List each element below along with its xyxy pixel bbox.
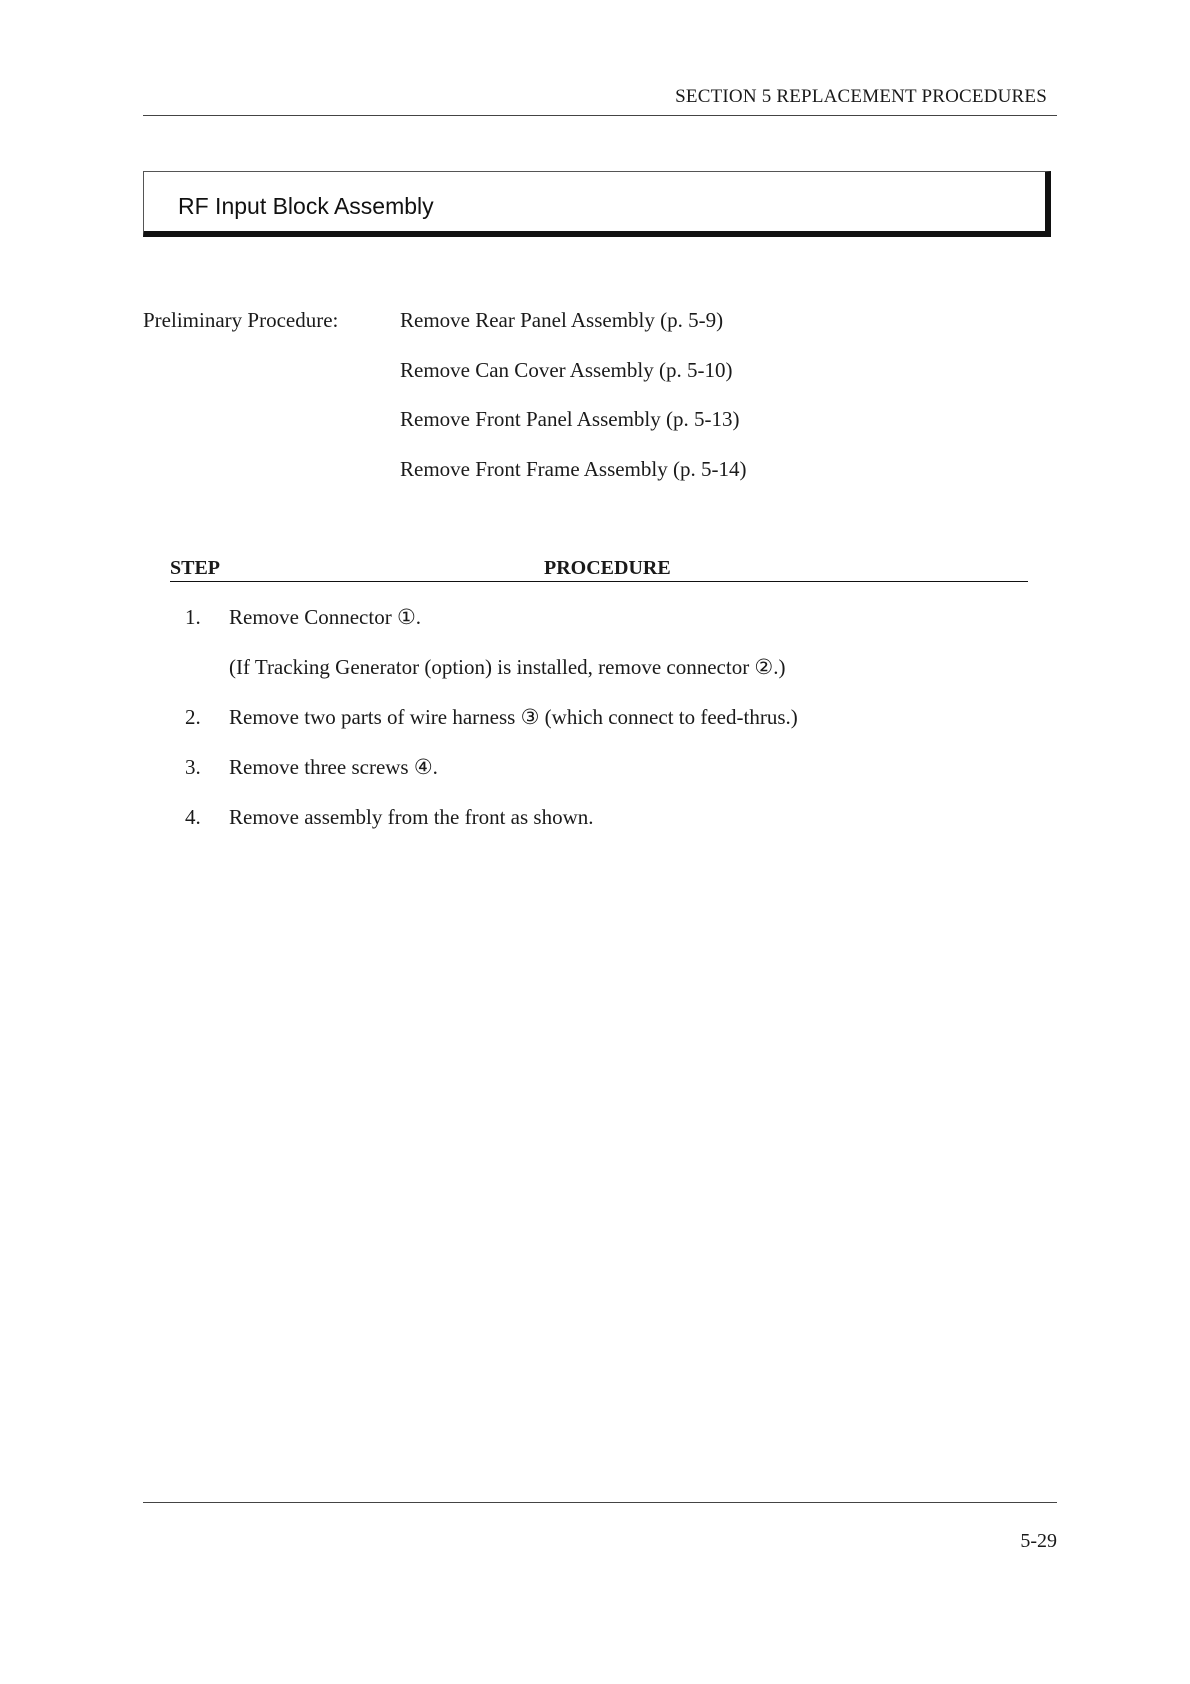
step-number: 4. — [185, 805, 201, 829]
footer-rule — [143, 1502, 1057, 1503]
title-box — [143, 171, 1051, 237]
section-header: SECTION 5 REPLACEMENT PROCEDURES — [675, 86, 1047, 107]
step-number: 1. — [185, 605, 201, 629]
preliminary-item: Remove Front Panel Assembly (p. 5-13) — [400, 407, 740, 431]
header-rule — [143, 115, 1057, 116]
preliminary-item: Remove Front Frame Assembly (p. 5-14) — [400, 457, 747, 481]
preliminary-item: Remove Can Cover Assembly (p. 5-10) — [400, 358, 733, 382]
step-number: 3. — [185, 755, 201, 779]
page-title: RF Input Block Assembly — [178, 193, 434, 219]
step-text: Remove three screws ④. — [229, 755, 438, 779]
preliminary-procedure-label: Preliminary Procedure: — [143, 308, 339, 332]
preliminary-item: Remove Rear Panel Assembly (p. 5-9) — [400, 308, 724, 332]
procedure-table-header — [170, 557, 1028, 582]
procedure-column-header: PROCEDURE — [544, 557, 671, 579]
step-note: (If Tracking Generator (option) is installed, remove connector ②.) — [229, 655, 786, 679]
step-number: 2. — [185, 705, 201, 729]
step-text: Remove Connector ①. — [229, 605, 422, 629]
step-column-header: STEP — [170, 557, 221, 579]
page-number: 5-29 — [1020, 1530, 1057, 1552]
step-text: Remove assembly from the front as shown. — [229, 805, 594, 829]
step-text: Remove two parts of wire harness ③ (which connect to feed-thrus.) — [229, 705, 798, 729]
